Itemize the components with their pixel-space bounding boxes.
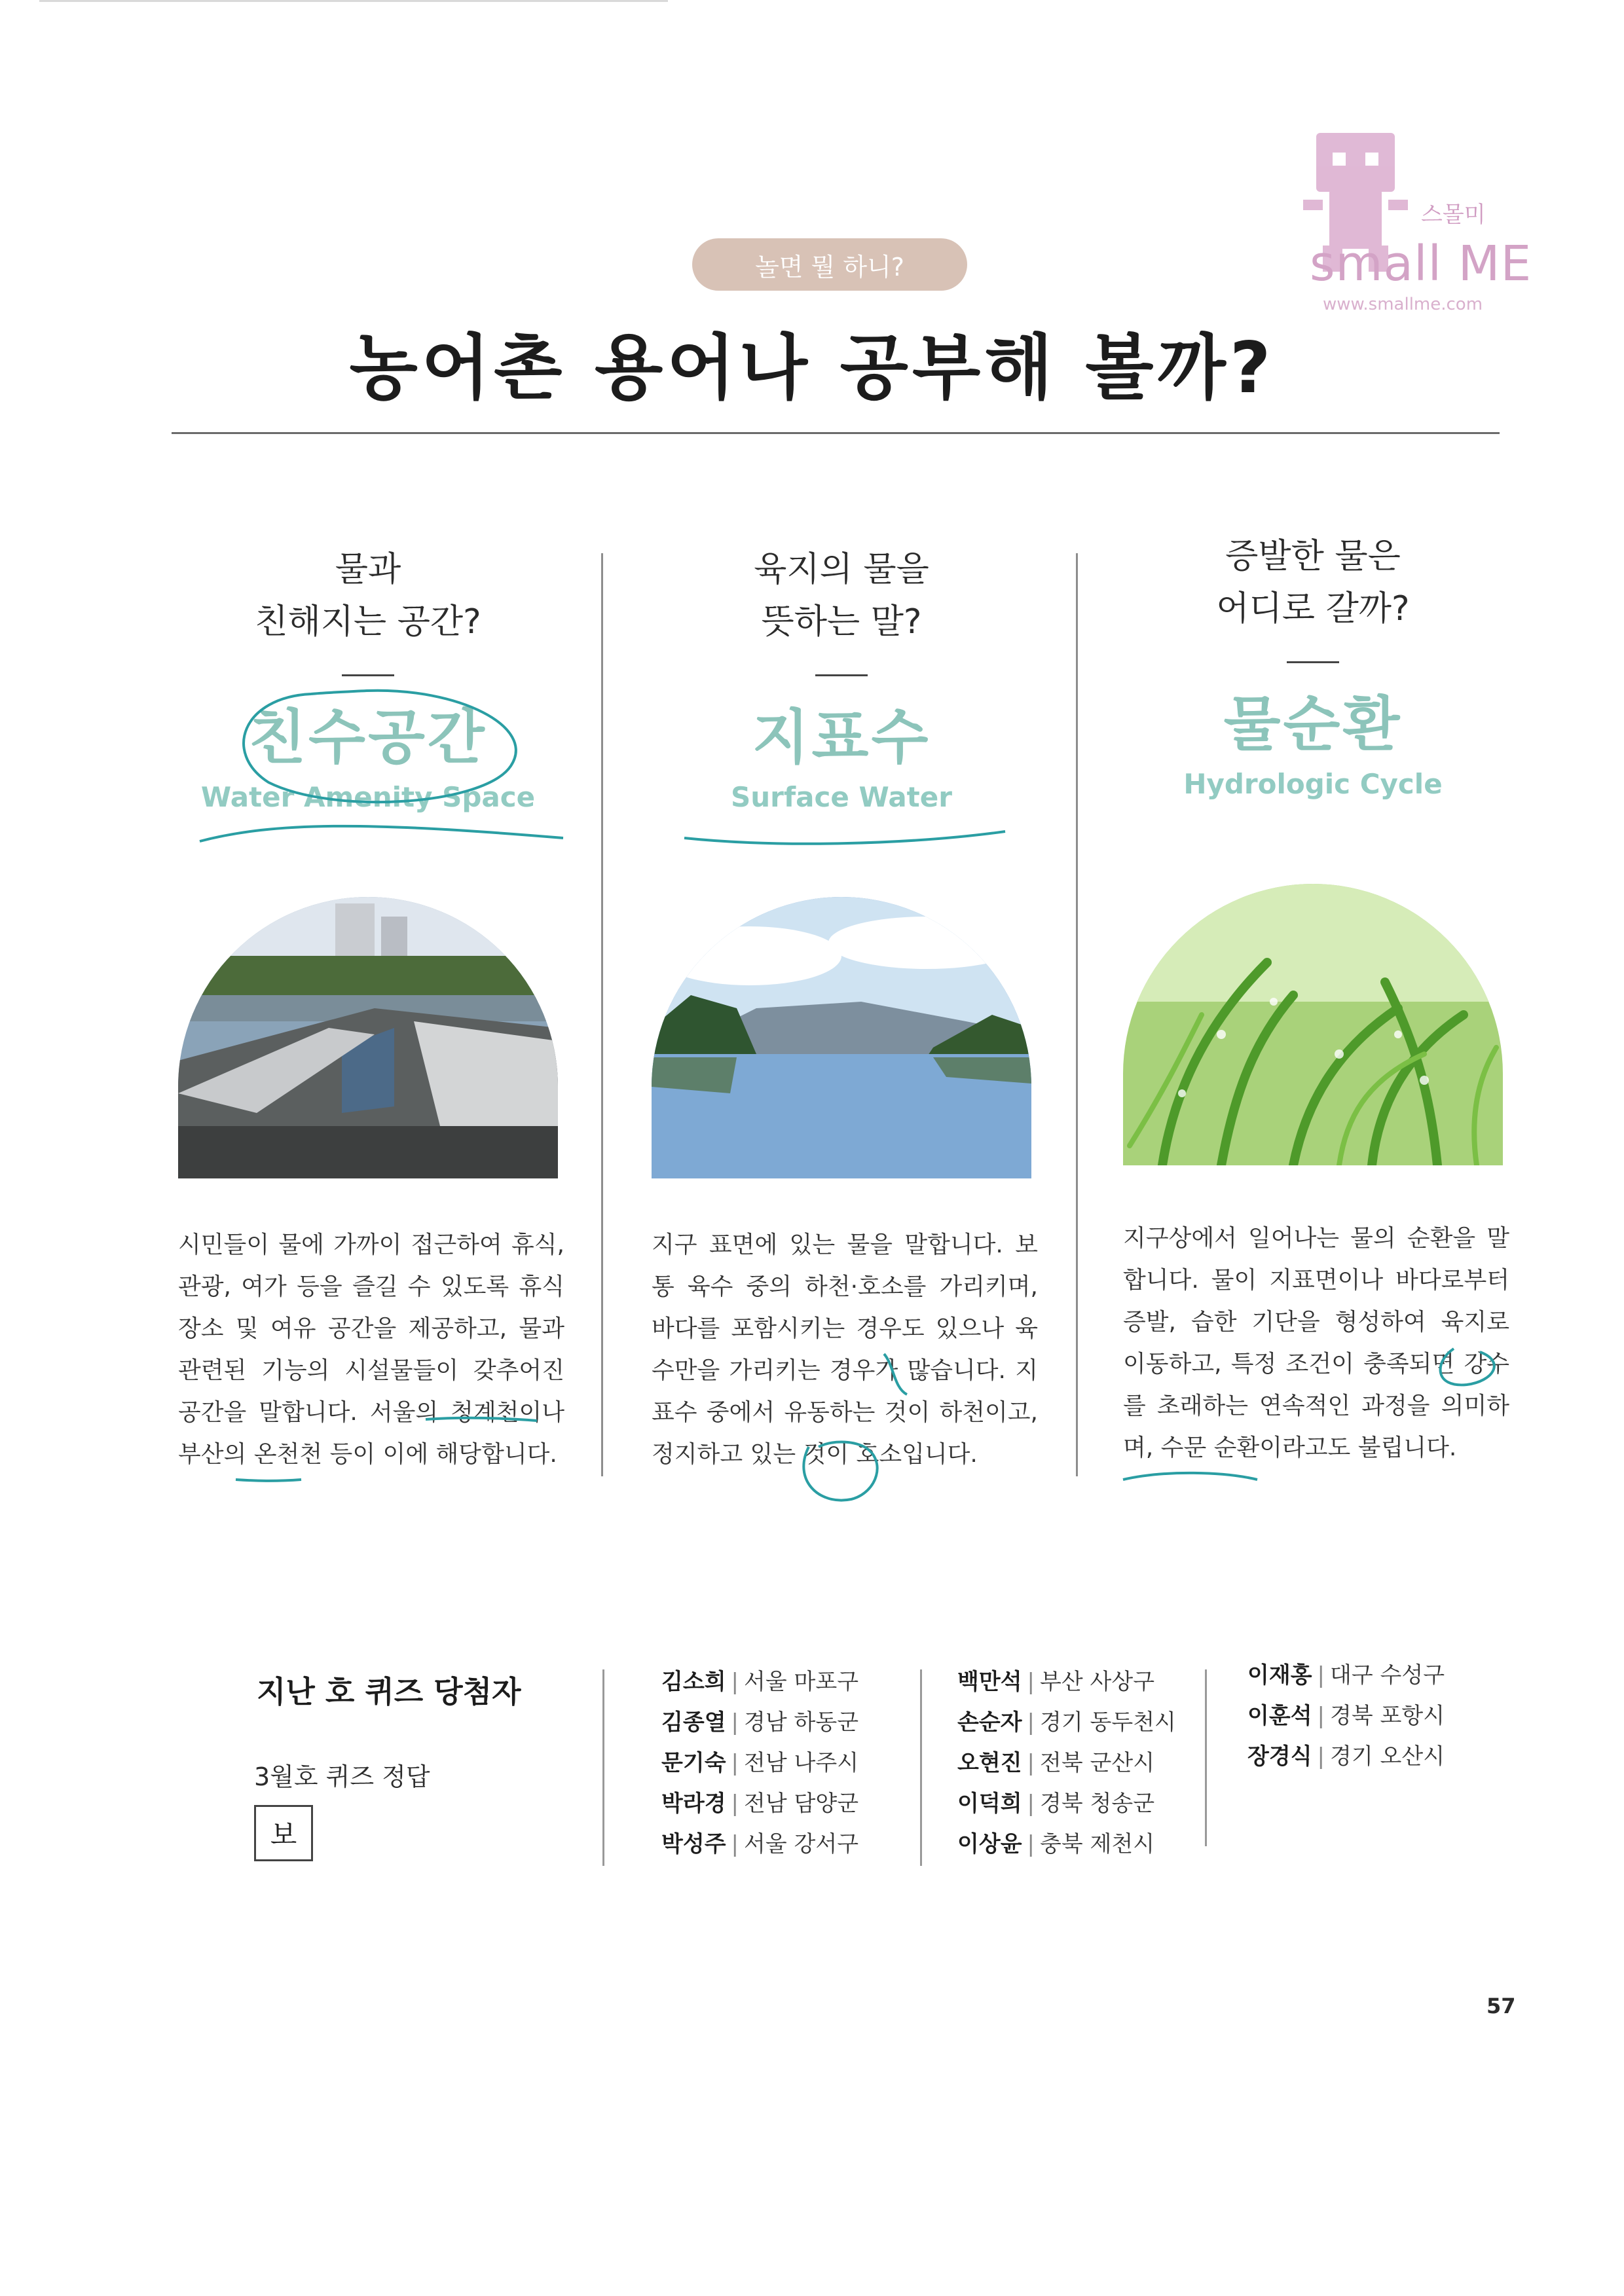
winner-entry: 김소희 | 서울 마포구	[661, 1669, 859, 1695]
winner-entry: 박라경 | 전남 담양군	[661, 1791, 859, 1817]
term-description: 시민들이 물에 가까이 접근하여 휴식, 관광, 여가 등을 즐길 수 있도록 휴식장소 및 여유 공간을 제공하고, 물과 관련된 기능의 시설물들이 갖추어진 공간을 말합니다. 서울의 청계천이나 부산의 온천천 등이 이에 해당합니다.	[178, 1231, 564, 1468]
question-line: 뜻하는 말?	[761, 602, 922, 642]
scan-top-edge-line	[39, 0, 668, 2]
small-me-stamp	[1303, 128, 1532, 324]
winners-divider	[602, 1669, 604, 1866]
term-korean: 물순환	[1223, 690, 1403, 759]
term-korean: 친수공간	[249, 703, 487, 772]
winner-entry: 문기숙 | 전남 나주시	[661, 1750, 859, 1776]
pen-circle-mark	[196, 674, 576, 851]
winners-list-3	[1247, 1655, 1445, 1777]
pen-underline-mark	[229, 1414, 557, 1499]
winner-entry: 김종열 | 경남 하동군	[661, 1709, 859, 1736]
term-korean: 지표수	[752, 703, 931, 772]
question-line: 증발한 물은	[1225, 537, 1401, 576]
term-description: 지구 표면에 있는 물을 말합니다. 보통 육수 중의 하천·호소를 가리키며, 바다를 포함시키는 경우도 있으나 육수만을 가리키는 경우가 많습니다. 지표수 중에서 유동하는 것이 하천이고, 정지하고 있는 것이 호소입니다.	[652, 1231, 1038, 1468]
pen-circle-mark	[779, 1349, 1041, 1506]
winner-entry: 백만석 | 부산 사상구	[957, 1669, 1155, 1695]
stamp-korean-text: 스몰미	[1421, 202, 1486, 228]
question-dash	[815, 674, 868, 676]
term-english: Water Amenity Space	[200, 781, 536, 813]
term-english: Hydrologic Cycle	[1183, 768, 1443, 800]
winner-entry: 이덕희 | 경북 청송군	[957, 1791, 1155, 1817]
column-divider	[1076, 553, 1078, 1476]
title-rule	[172, 432, 1500, 434]
question-line: 물과	[335, 550, 401, 589]
page-number: 57	[1486, 1994, 1516, 2018]
winner-entry: 오현진 | 전북 군산시	[957, 1750, 1155, 1776]
question-line: 친해지는 공간?	[255, 602, 481, 642]
winner-entry: 이상윤 | 충북 제천시	[957, 1831, 1155, 1857]
urban-stream-photo	[178, 897, 558, 1178]
winner-entry: 이재홍 | 대구 수성구	[1247, 1662, 1445, 1688]
winners-list-2	[957, 1662, 1176, 1865]
stamp-url-text: www.smallme.com	[1323, 295, 1483, 314]
winner-entry: 손순자 | 경기 동두천시	[957, 1709, 1176, 1736]
column-question	[1116, 530, 1509, 635]
question-dash	[1287, 661, 1339, 663]
winners-divider	[1205, 1669, 1207, 1846]
winners-list-1	[661, 1662, 858, 1865]
pen-circle-mark	[1113, 1322, 1519, 1486]
term-english: Surface Water	[731, 781, 952, 813]
column-question	[645, 543, 1038, 648]
page-title: 농어촌 용어나 공부해 볼까?	[349, 327, 1275, 409]
section-badge: 놀면 뭘 하니?	[692, 238, 967, 291]
column-divider	[601, 553, 603, 1476]
lake-photo	[652, 897, 1031, 1178]
winner-entry: 장경식 | 경기 오산시	[1247, 1743, 1445, 1770]
quiz-answer-box: 보	[254, 1805, 313, 1861]
pen-underline-mark	[681, 812, 1008, 851]
term-column-2	[645, 543, 1038, 813]
question-line: 육지의 물을	[754, 550, 929, 589]
quiz-winners-title: 지난 호 퀴즈 당첨자	[257, 1674, 521, 1709]
question-line: 어디로 갈까?	[1216, 589, 1410, 629]
quiz-answer-label: 3월호 퀴즈 정답	[254, 1762, 430, 1791]
term-column-3	[1116, 530, 1509, 800]
winner-entry: 이훈석 | 경북 포항시	[1247, 1703, 1445, 1729]
winner-entry: 박성주 | 서울 강서구	[661, 1831, 859, 1857]
column-question	[172, 543, 564, 648]
dewy-grass-photo	[1123, 884, 1503, 1165]
stamp-logo-text: small ME	[1310, 236, 1532, 292]
term-description: 지구상에서 일어나는 물의 순환을 말합니다. 물이 지표면이나 바다로부터 증발, 습한 기단을 형성하여 육지로 이동하고, 특정 조건이 충족되면 강수를 초래하는 연속적인 과정을 의미하며, 수문 순환이라고도 불립니다.	[1123, 1225, 1509, 1461]
winners-divider	[920, 1669, 922, 1866]
